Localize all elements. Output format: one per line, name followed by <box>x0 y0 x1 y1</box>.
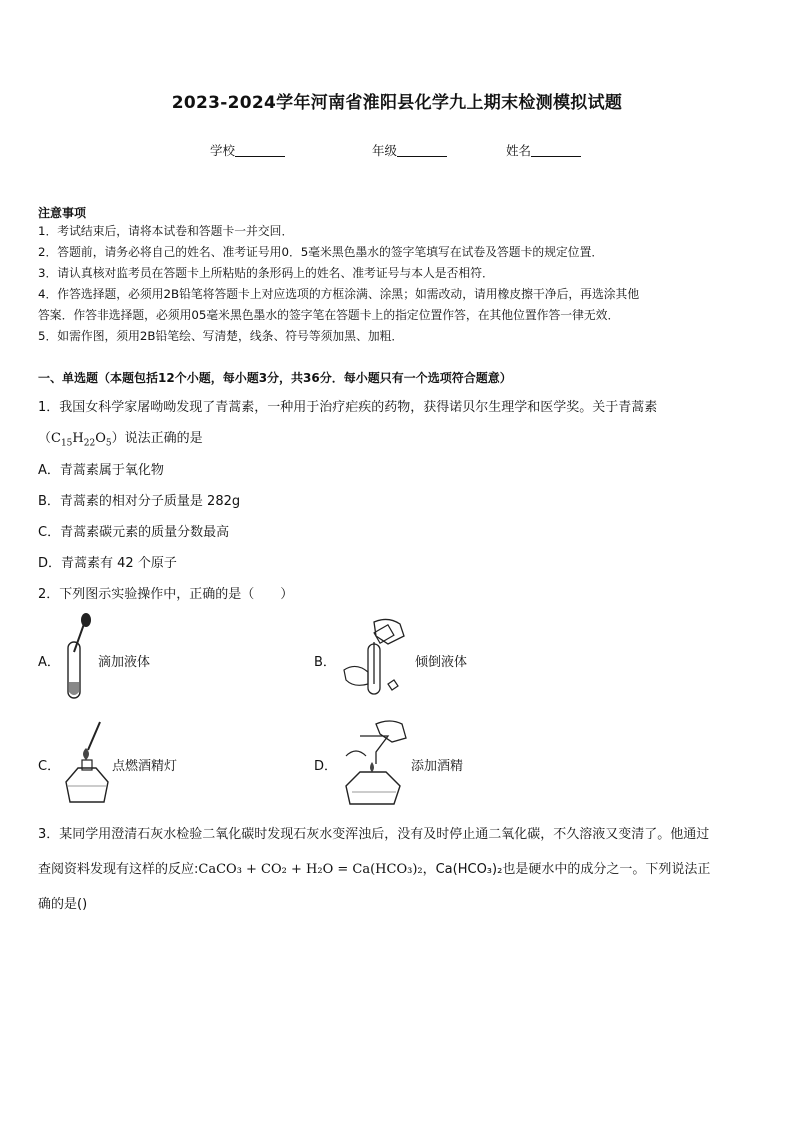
q1-stem-suffix: ）说法正确的是 <box>111 431 203 446</box>
q2-option-d-letter[interactable]: D． <box>314 759 338 774</box>
note-item: 3．请认真核对监考员在答题卡上所粘贴的条形码上的姓名、准考证号与本人是否相符． <box>38 266 494 280</box>
dropper-test-tube-icon <box>60 612 96 706</box>
pouring-liquid-icon <box>338 614 410 708</box>
q3-line3: 确的是() <box>38 897 88 912</box>
grade-label: 年级 <box>372 143 398 158</box>
note-item: 答案．作答非选择题，必须用05毫米黑色墨水的签字笔在答题卡上的指定位置作答，在其他位置作答一律无效． <box>38 308 620 322</box>
q3-line2-suffix: 也是硬水中的成分之一。下列说法正 <box>502 862 711 877</box>
adding-alcohol-funnel-icon <box>340 716 410 812</box>
q1-stem-line1: 1．我国女科学家屠呦呦发现了青蒿素，一种用于治疗疟疾的药物，获得诺贝尔生理学和医学奖。关于青蒿素 <box>38 400 658 415</box>
name-field <box>506 141 581 159</box>
formula-h-sub: 22 <box>83 438 96 449</box>
q3-equation: CaCO₃ + CO₂ + H₂O = Ca(HCO₃)₂ <box>198 862 423 877</box>
note-item: 2．答题前，请务必将自己的姓名、准考证号用0．5毫米黑色墨水的签字笔填写在试卷及答题卡的规定位置． <box>38 245 604 259</box>
note-item: 1．考试结束后，请将本试卷和答题卡一并交回． <box>38 224 294 238</box>
lighting-alcohol-lamp-icon <box>62 720 112 810</box>
note-item: 4．作答选择题，必须用2B铅笔将答题卡上对应选项的方框涂满、涂黑；如需改动，请用橡皮擦干净后，再选涂其他 <box>38 287 640 301</box>
school-blank[interactable] <box>235 144 285 157</box>
q3-line2 <box>38 858 710 877</box>
section-heading: 一、单选题（本题包括12个小题，每小题3分，共36分．每小题只有一个选项符合题意） <box>38 371 512 385</box>
notes-heading: 注意事项 <box>38 206 87 220</box>
school-label: 学校 <box>210 143 236 158</box>
q1-formula <box>38 431 112 449</box>
formula-h: H <box>72 431 84 446</box>
formula-o: O <box>95 431 106 446</box>
q2-stem: 2．下列图示实验操作中，正确的是（ ） <box>38 587 294 602</box>
q2-option-b-letter[interactable]: B． <box>314 655 336 670</box>
page-title: 2023-2024学年河南省淮阳县化学九上期末检测模拟试题 <box>171 93 623 113</box>
school-field <box>210 141 285 159</box>
q2-option-d-label: 添加酒精 <box>411 759 464 774</box>
name-blank[interactable] <box>531 144 581 157</box>
q3-line2-prefix: 查阅资料发现有这样的反应: <box>38 862 199 877</box>
name-label: 姓名 <box>506 143 532 158</box>
q1-stem-line2 <box>38 427 203 449</box>
formula-c-sub: 15 <box>60 438 73 449</box>
q1-option-b[interactable]: B．青蒿素的相对分子质量是 282g <box>38 494 241 509</box>
q2-option-b-label: 倾倒液体 <box>415 655 468 670</box>
q2-option-a-letter[interactable]: A． <box>38 655 60 670</box>
note-item: 5．如需作图，须用2B铅笔绘、写清楚，线条、符号等须加黑、加粗． <box>38 329 404 343</box>
grade-blank[interactable] <box>397 144 447 157</box>
q2-option-a-label: 滴加液体 <box>98 655 151 670</box>
q3-line2-mid: ，Ca(HCO₃)₂ <box>422 862 503 877</box>
q1-option-a[interactable]: A．青蒿素属于氧化物 <box>38 463 164 478</box>
formula-prefix: （C <box>38 431 61 446</box>
q2-option-c-letter[interactable]: C． <box>38 759 61 774</box>
q3-line1: 3．某同学用澄清石灰水检验二氧化碳时发现石灰水变浑浊后，没有及时停止通二氧化碳，不久溶液又变清了。他通过 <box>38 827 710 842</box>
grade-field <box>372 141 447 159</box>
q1-option-d[interactable]: D．青蒿素有 42 个原子 <box>38 556 177 571</box>
formula-o-sub: 5 <box>105 438 112 449</box>
q1-option-c[interactable]: C．青蒿素碳元素的质量分数最高 <box>38 525 230 540</box>
q2-option-c-label: 点燃酒精灯 <box>112 759 178 774</box>
